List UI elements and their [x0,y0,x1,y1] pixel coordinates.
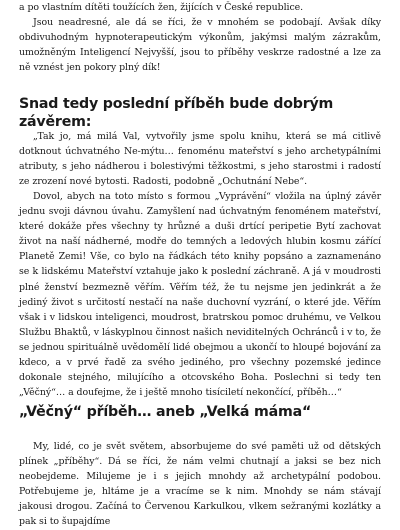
section-heading-eternal-story: „Věčný“ příběh… aneb „Velká máma“ [19,404,312,420]
stories-paragraph: My, lidé, co je svět světem, absorbujeme do své paměti už od dětských plínek „příběhy“. Dá se říci, že nám velmi chutnají a jaksi se bez nich neobejdeme. Milujeme je i s jejich mnohdy až archetypální podobou. Potřebujeme je, hltáme je a vracíme se k nim. Mnohdy se nám stávají jakousi drogou. Začíná to Červenou Karkulkou, vlkem sežranými kozlátky a pak si to šupajdíme [19,441,381,528]
section-heading-last-story: Snad tedy poslední příběh bude dobrým závěrem: [19,96,334,130]
quote-paragraph: „Tak jo, má milá Val, vytvořily jsme spolu knihu, která se má citlivě dotknout úchvatného Ne-mýtu… fenoménu mateřství s jeho archetypálními atributy, s jeho nádherou i bolestivými těžkostmi, s jeho starostmi i radostí ze zrození nové bytosti. Radosti, podobně „Ochutnání Nebe“. [19,131,381,188]
intro-line: a po vlastním dítěti toužících žen, žijících v České republice. [19,2,304,13]
reflection-paragraph: Dovol, abych na toto místo s formou „Vyprávění“ vložila na úplný závěr jednu svoji dávnou úvahu. Zamyšlení nad úchvatným fenoménem mateřství, které dokáže přes všechny ty hrůzné a duši drtící peripetie Bytí zachovat život na naší nádherné, modře do temných a ledových hlubin kosmu zářící Planetě Zemi! Vše, co bylo na řádkách této knihy popsáno a zaznamenáno se k lidskému Mateřství vztahuje jako k poslední záchraně. A já v moudrosti plné ženství bezmezně věřím. Věřím též, že tu nejsme jen jedinkrát a že jediný život s určitostí nestačí na naše duchovní vyzrání, o které jde. Věřím však i v lidskou inteligenci, moudrost, bratrskou pomoc druhému, ve Velkou Službu Bhaktů, v láskyplnou činnost našich neviditelných Ochránců i v to, že se jednou spirituálně uvědomělí lidé obejmou a ukončí to hloupé bojování za kdeco, a v prvé řadě za svého jediného, pro všechny pozemské jedince dokonale stejného, milujícího a otcovského Boha. Poslechni si tedy ten „Věčný“… a doufejme, že i ještě mnoho tisíciletí nekončící, příběh…“ [19,191,381,399]
closing-paragraph: Jsou neadresné, ale dá se říci, že v mnohém se podobají. Avšak díky obdivuhodným hypnoterapeutickým výkonům, jakýmsi malým zázrakům, umožněným Inteligencí Nejvyšší, jsou to příběhy veskrze radostné a lze za ně vznést jen pokory plný dík! [19,17,381,74]
